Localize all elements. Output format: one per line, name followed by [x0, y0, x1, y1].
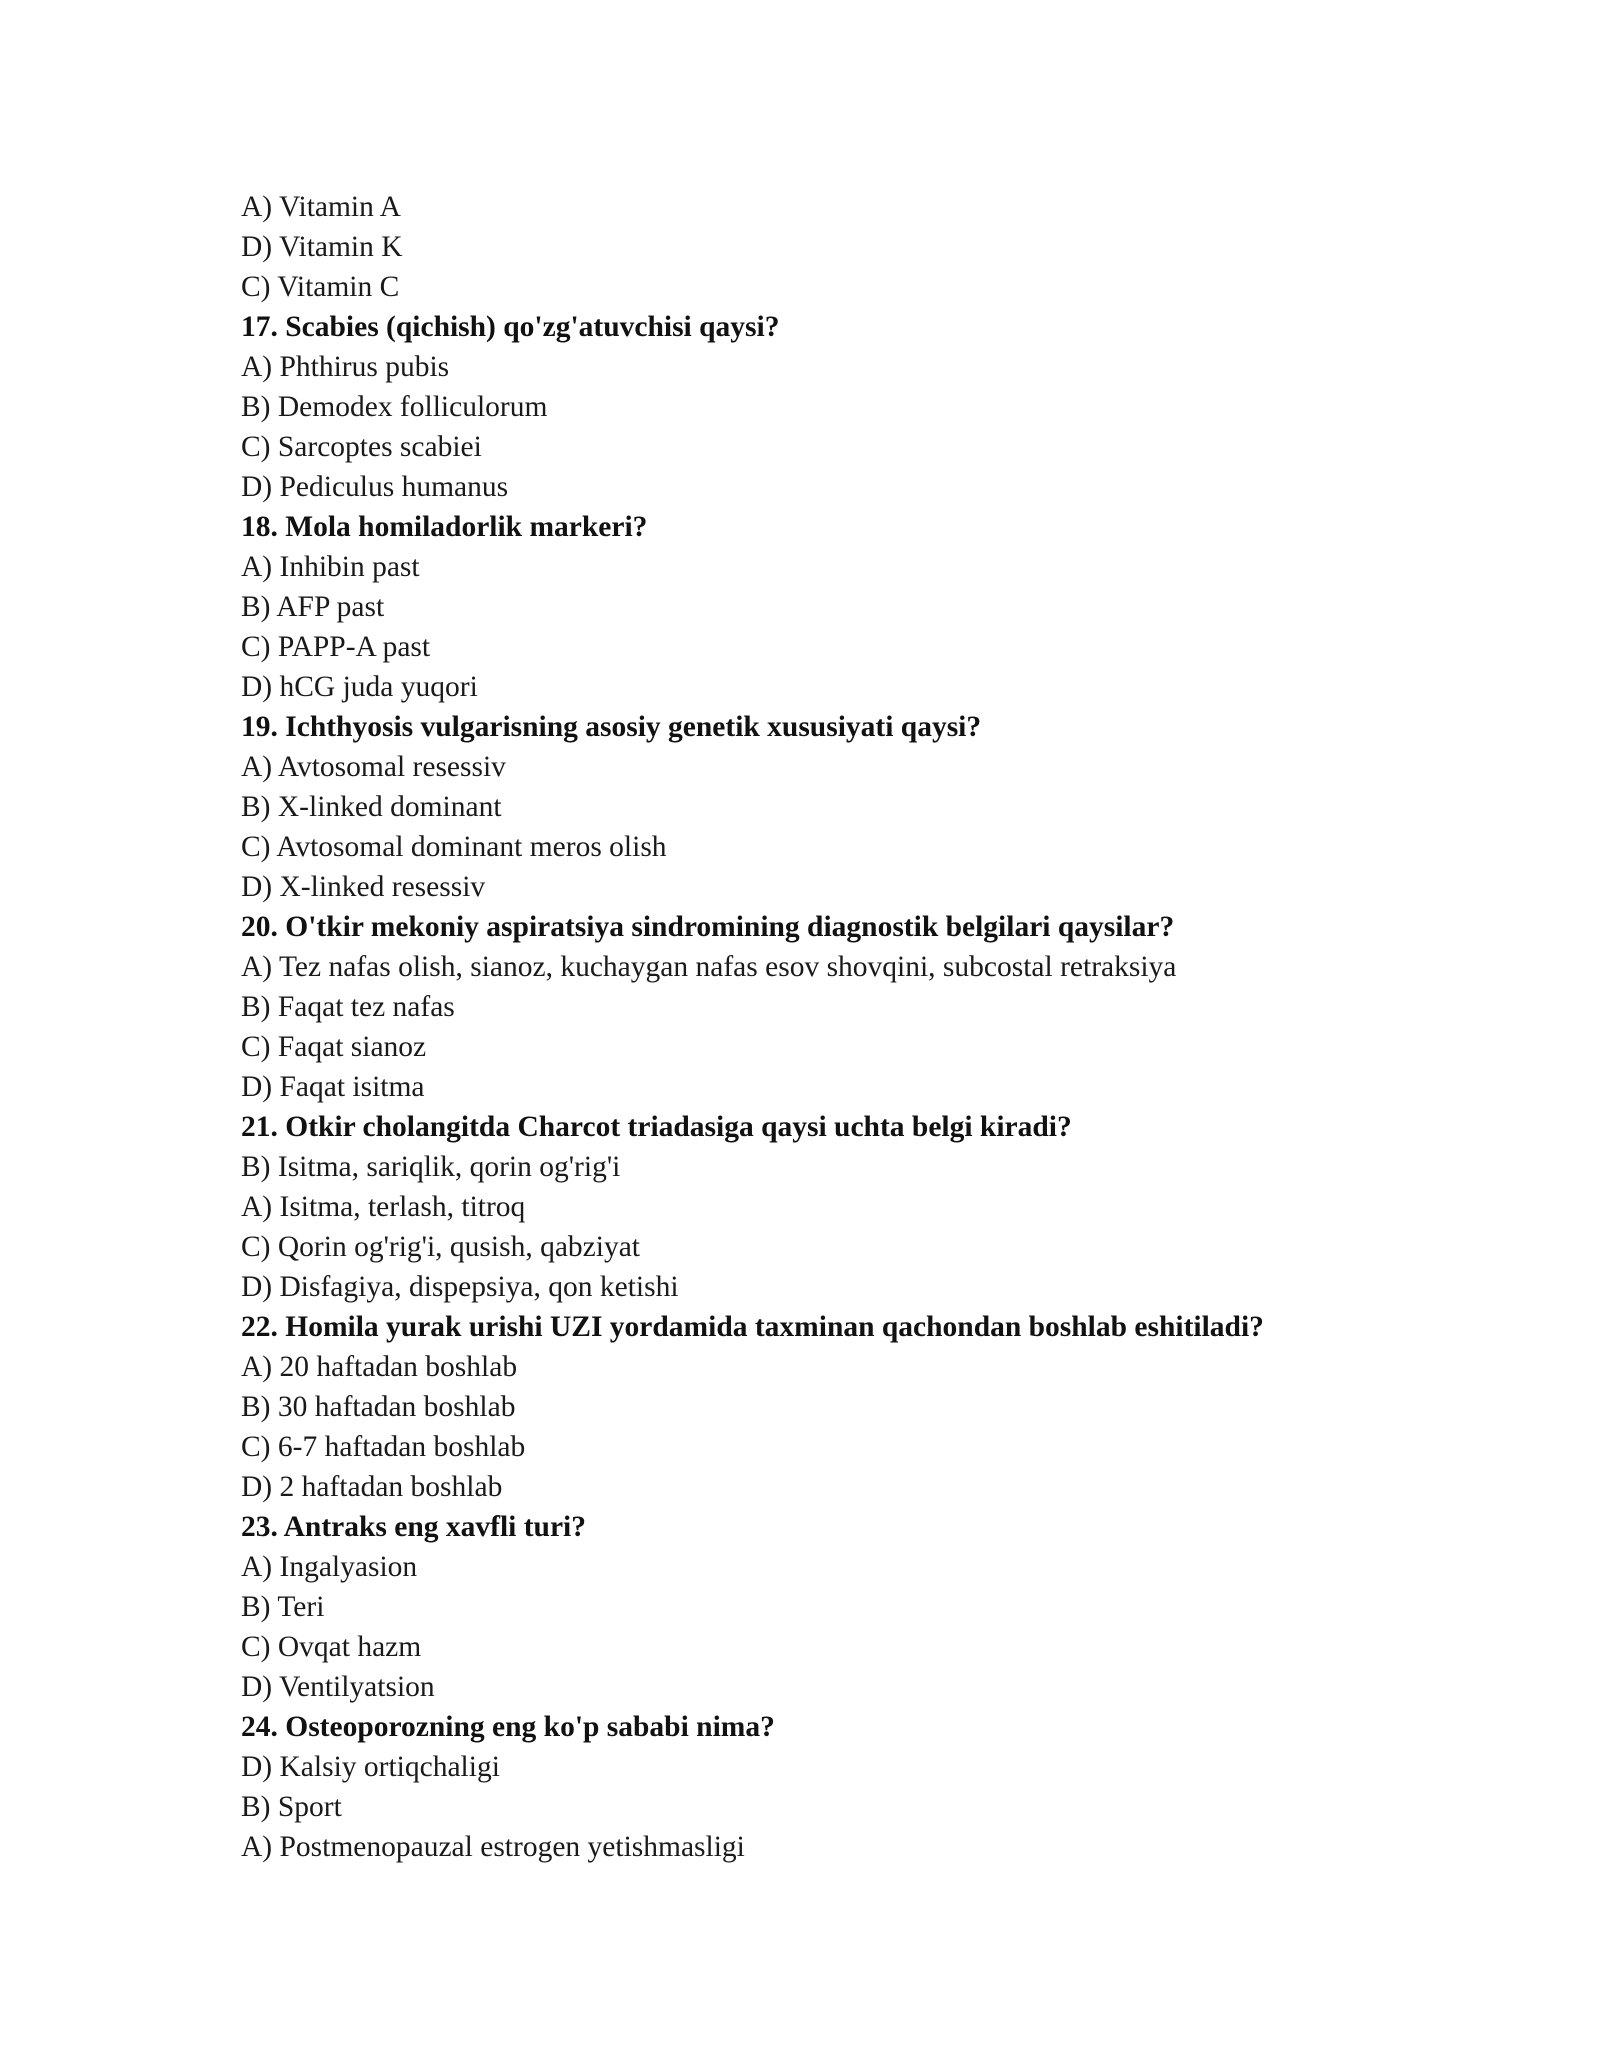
answer-option: A) Avtosomal resessiv [241, 751, 506, 783]
answer-option: A) Phthirus pubis [241, 351, 450, 383]
answer-option: A) Vitamin A [241, 191, 401, 223]
answer-option: D) 2 haftadan boshlab [241, 1471, 503, 1503]
question-heading: 18. Mola homiladorlik markeri? [241, 511, 648, 543]
question-heading: 17. Scabies (qichish) qo'zg'atuvchisi qaysi? [241, 311, 780, 343]
answer-option: D) Kalsiy ortiqchaligi [241, 1751, 500, 1783]
question-heading: 21. Otkir cholangitda Charcot triadasiga qaysi uchta belgi kiradi? [241, 1111, 1072, 1143]
answer-option: C) Avtosomal dominant meros olish [241, 831, 667, 863]
answer-option: C) Faqat sianoz [241, 1031, 427, 1063]
answer-option: C) Vitamin C [241, 271, 400, 303]
answer-option: D) hCG juda yuqori [241, 671, 478, 703]
answer-option: D) Disfagiya, dispepsiya, qon ketishi [241, 1271, 679, 1303]
answer-option: C) PAPP-A past [241, 631, 431, 663]
answer-option: C) Qorin og'rig'i, qusish, qabziyat [241, 1231, 640, 1263]
answer-option: B) Faqat tez nafas [241, 991, 455, 1023]
answer-option: D) X-linked resessiv [241, 871, 486, 903]
answer-option: A) Inhibin past [241, 551, 420, 583]
answer-option: D) Ventilyatsion [241, 1671, 435, 1703]
answer-option: D) Pediculus humanus [241, 471, 509, 503]
question-heading: 23. Antraks eng xavfli turi? [241, 1511, 586, 1543]
answer-option: A) Ingalyasion [241, 1551, 418, 1583]
answer-option: B) AFP past [241, 591, 385, 623]
question-heading: 19. Ichthyosis vulgarisning asosiy genetik xususiyati qaysi? [241, 711, 982, 743]
answer-option: A) Postmenopauzal estrogen yetishmasligi [241, 1831, 745, 1863]
answer-option: C) Ovqat hazm [241, 1631, 422, 1663]
answer-option: A) Tez nafas olish, sianoz, kuchaygan nafas esov shovqini, subcostal retraksiya [241, 951, 1177, 983]
quiz-content [241, 187, 1441, 1867]
answer-option: B) X-linked dominant [241, 791, 502, 823]
answer-option: A) 20 haftadan boshlab [241, 1351, 518, 1383]
answer-option: B) Teri [241, 1591, 325, 1623]
answer-option: D) Vitamin K [241, 231, 403, 263]
answer-option: B) 30 haftadan boshlab [241, 1391, 516, 1423]
question-heading: 20. O'tkir mekoniy aspiratsiya sindromining diagnostik belgilari qaysilar? [241, 911, 1175, 943]
answer-option: B) Demodex folliculorum [241, 391, 548, 423]
answer-option: D) Faqat isitma [241, 1071, 425, 1103]
question-heading: 24. Osteoporozning eng ko'p sababi nima? [241, 1711, 775, 1743]
answer-option: B) Sport [241, 1791, 342, 1823]
answer-option: B) Isitma, sariqlik, qorin og'rig'i [241, 1151, 621, 1183]
answer-option: C) Sarcoptes scabiei [241, 431, 482, 463]
question-heading: 22. Homila yurak urishi UZI yordamida taxminan qachondan boshlab eshitiladi? [241, 1311, 1264, 1343]
answer-option: C) 6-7 haftadan boshlab [241, 1431, 526, 1463]
answer-option: A) Isitma, terlash, titroq [241, 1191, 526, 1223]
